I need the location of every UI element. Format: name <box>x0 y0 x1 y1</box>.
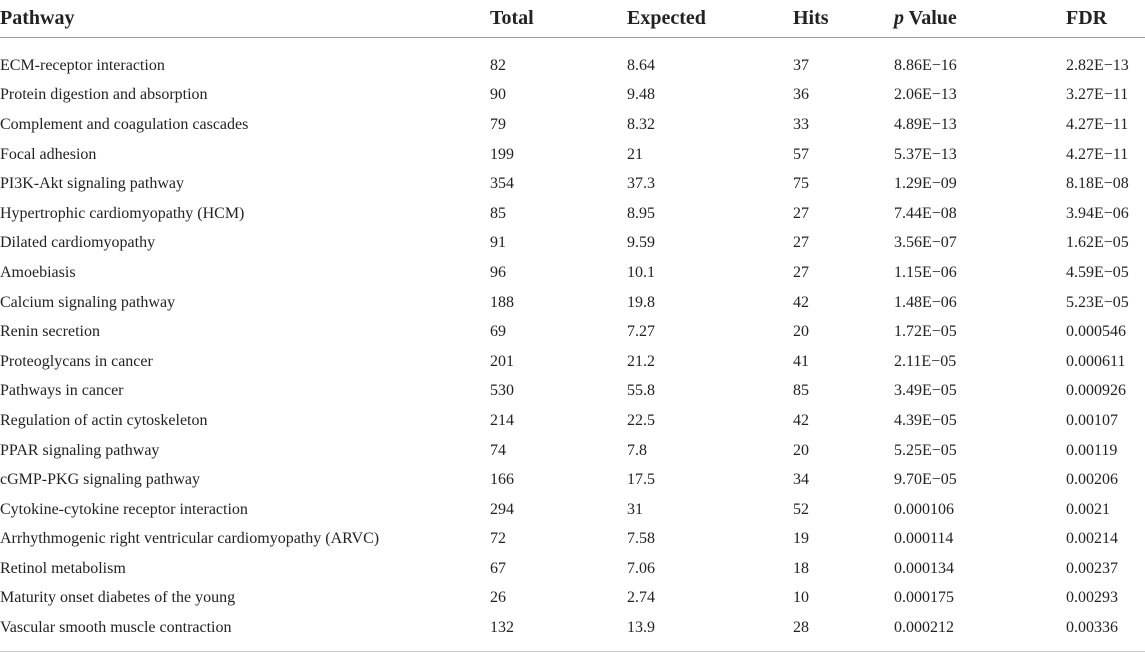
cell-pathway: Protein digestion and absorption <box>0 86 208 104</box>
cell-total: 26 <box>490 589 506 607</box>
cell-expected: 7.58 <box>627 530 655 548</box>
header-p-value <box>894 0 1066 38</box>
table-header <box>0 0 1145 38</box>
cell-pathway: Pathways in cancer <box>0 382 124 400</box>
cell-p-value: 7.44E−08 <box>894 204 957 222</box>
cell-p-value: 2.11E−05 <box>894 352 957 370</box>
table-row <box>0 110 1145 140</box>
cell-fdr: 0.00206 <box>1066 471 1118 489</box>
cell-fdr: 8.18E−08 <box>1066 175 1129 193</box>
cell-total: 201 <box>490 352 514 370</box>
cell-pathway: Hypertrophic cardiomyopathy (HCM) <box>0 204 245 222</box>
cell-p-value: 5.25E−05 <box>894 441 957 459</box>
cell-pathway: Focal adhesion <box>0 145 97 163</box>
cell-hits: 19 <box>793 530 809 548</box>
cell-hits: 37 <box>793 56 809 74</box>
cell-total: 166 <box>490 471 514 489</box>
cell-expected: 8.64 <box>627 56 655 74</box>
cell-hits: 27 <box>793 263 809 281</box>
table-row <box>0 347 1145 377</box>
cell-hits: 28 <box>793 619 809 637</box>
header-hits: Hits <box>793 0 894 38</box>
cell-total: 91 <box>490 234 506 252</box>
cell-fdr: 0.000926 <box>1066 382 1126 400</box>
cell-fdr: 3.27E−11 <box>1066 86 1129 104</box>
table-row <box>0 406 1145 436</box>
table-row <box>0 199 1145 229</box>
cell-pathway: Arrhythmogenic right ventricular cardiomyopathy (ARVC) <box>0 530 380 548</box>
cell-hits: 20 <box>793 441 809 459</box>
cell-fdr: 0.000611 <box>1066 352 1126 370</box>
cell-hits: 33 <box>793 115 809 133</box>
cell-pathway: Proteoglycans in cancer <box>0 352 153 370</box>
header-total: Total <box>490 0 627 38</box>
cell-total: 79 <box>490 115 506 133</box>
cell-p-value: 2.06E−13 <box>894 86 957 104</box>
cell-p-value: 5.37E−13 <box>894 145 957 163</box>
cell-fdr: 1.62E−05 <box>1066 234 1129 252</box>
cell-expected: 17.5 <box>627 471 655 489</box>
cell-expected: 7.27 <box>627 323 655 341</box>
cell-pathway: PI3K-Akt signaling pathway <box>0 175 184 193</box>
cell-fdr: 3.94E−06 <box>1066 204 1129 222</box>
cell-p-value: 3.56E−07 <box>894 234 957 252</box>
cell-expected: 9.59 <box>627 234 655 252</box>
cell-total: 72 <box>490 530 506 548</box>
table-row <box>0 140 1145 170</box>
table-row <box>0 465 1145 495</box>
cell-expected: 37.3 <box>627 175 655 193</box>
cell-total: 85 <box>490 204 506 222</box>
cell-hits: 27 <box>793 204 809 222</box>
cell-fdr: 4.59E−05 <box>1066 263 1129 281</box>
cell-fdr: 0.00214 <box>1066 530 1118 548</box>
cell-expected: 21 <box>627 145 643 163</box>
cell-total: 188 <box>490 293 514 311</box>
cell-pathway: ECM-receptor interaction <box>0 56 165 74</box>
cell-total: 530 <box>490 382 514 400</box>
table-row <box>0 169 1145 199</box>
cell-hits: 42 <box>793 411 809 429</box>
cell-fdr: 0.000546 <box>1066 323 1126 341</box>
cell-expected: 8.32 <box>627 115 655 133</box>
cell-total: 82 <box>490 56 506 74</box>
header-pathway: Pathway <box>0 0 490 38</box>
cell-p-value: 8.86E−16 <box>894 56 957 74</box>
header-p-italic: p <box>894 7 904 29</box>
cell-total: 294 <box>490 500 514 518</box>
cell-fdr: 4.27E−11 <box>1066 115 1129 133</box>
cell-expected: 31 <box>627 500 643 518</box>
cell-p-value: 0.000106 <box>894 500 954 518</box>
cell-expected: 2.74 <box>627 589 655 607</box>
cell-pathway: Renin secretion <box>0 323 100 341</box>
table-row <box>0 258 1145 288</box>
cell-total: 199 <box>490 145 514 163</box>
header-p-value-label: Value <box>904 7 957 29</box>
cell-fdr: 0.00237 <box>1066 559 1118 577</box>
cell-hits: 85 <box>793 382 809 400</box>
cell-fdr: 0.0021 <box>1066 500 1110 518</box>
cell-p-value: 4.39E−05 <box>894 411 957 429</box>
cell-total: 214 <box>490 411 514 429</box>
cell-pathway: Cytokine-cytokine receptor interaction <box>0 500 248 518</box>
cell-p-value: 4.89E−13 <box>894 115 957 133</box>
cell-p-value: 1.15E−06 <box>894 263 957 281</box>
cell-expected: 55.8 <box>627 382 655 400</box>
table-row <box>0 81 1145 111</box>
cell-fdr: 2.82E−13 <box>1066 56 1129 74</box>
cell-pathway: cGMP-PKG signaling pathway <box>0 471 200 489</box>
cell-p-value: 1.29E−09 <box>894 175 957 193</box>
cell-p-value: 1.72E−05 <box>894 323 957 341</box>
cell-pathway: PPAR signaling pathway <box>0 441 160 459</box>
cell-pathway: Dilated cardiomyopathy <box>0 234 156 252</box>
cell-fdr: 4.27E−11 <box>1066 145 1129 163</box>
table-row <box>0 613 1145 643</box>
cell-expected: 10.1 <box>627 263 655 281</box>
cell-fdr: 5.23E−05 <box>1066 293 1129 311</box>
cell-p-value: 0.000212 <box>894 619 954 637</box>
cell-p-value: 0.000134 <box>894 559 954 577</box>
cell-hits: 75 <box>793 175 809 193</box>
cell-expected: 19.8 <box>627 293 655 311</box>
cell-fdr: 0.00107 <box>1066 411 1118 429</box>
table-row <box>0 288 1145 318</box>
cell-expected: 13.9 <box>627 619 655 637</box>
table-row <box>0 584 1145 614</box>
table-row <box>0 377 1145 407</box>
cell-p-value: 0.000175 <box>894 589 954 607</box>
cell-hits: 36 <box>793 86 809 104</box>
cell-expected: 7.8 <box>627 441 647 459</box>
cell-total: 96 <box>490 263 506 281</box>
cell-expected: 9.48 <box>627 86 655 104</box>
cell-expected: 7.06 <box>627 559 655 577</box>
cell-fdr: 0.00336 <box>1066 619 1118 637</box>
table-row <box>0 554 1145 584</box>
cell-pathway: Retinol metabolism <box>0 559 126 577</box>
cell-pathway: Regulation of actin cytoskeleton <box>0 411 208 429</box>
cell-pathway: Vascular smooth muscle contraction <box>0 619 232 637</box>
cell-hits: 18 <box>793 559 809 577</box>
cell-hits: 10 <box>793 589 809 607</box>
cell-total: 90 <box>490 86 506 104</box>
header-row <box>0 0 1145 38</box>
cell-total: 354 <box>490 175 514 193</box>
cell-hits: 52 <box>793 500 809 518</box>
table-row <box>0 436 1145 466</box>
table-body <box>0 38 1145 643</box>
table-row <box>0 38 1145 81</box>
cell-total: 69 <box>490 323 506 341</box>
table-row <box>0 317 1145 347</box>
cell-p-value: 0.000114 <box>894 530 954 548</box>
cell-p-value: 1.48E−06 <box>894 293 957 311</box>
cell-hits: 42 <box>793 293 809 311</box>
header-fdr: FDR <box>1066 0 1145 38</box>
cell-expected: 22.5 <box>627 411 655 429</box>
cell-total: 67 <box>490 559 506 577</box>
table-row <box>0 495 1145 525</box>
cell-pathway: Complement and coagulation cascades <box>0 115 249 133</box>
cell-pathway: Maturity onset diabetes of the young <box>0 589 236 607</box>
table-row <box>0 525 1145 555</box>
header-expected: Expected <box>627 0 793 38</box>
cell-pathway: Amoebiasis <box>0 263 76 281</box>
cell-hits: 27 <box>793 234 809 252</box>
table-row <box>0 229 1145 259</box>
cell-hits: 41 <box>793 352 809 370</box>
cell-hits: 57 <box>793 145 809 163</box>
cell-pathway: Calcium signaling pathway <box>0 293 176 311</box>
cell-hits: 20 <box>793 323 809 341</box>
cell-expected: 8.95 <box>627 204 655 222</box>
cell-total: 132 <box>490 619 514 637</box>
cell-p-value: 9.70E−05 <box>894 471 957 489</box>
cell-fdr: 0.00293 <box>1066 589 1118 607</box>
cell-hits: 34 <box>793 471 809 489</box>
cell-expected: 21.2 <box>627 352 655 370</box>
cell-fdr: 0.00119 <box>1066 441 1118 459</box>
cell-total: 74 <box>490 441 506 459</box>
cell-p-value: 3.49E−05 <box>894 382 957 400</box>
